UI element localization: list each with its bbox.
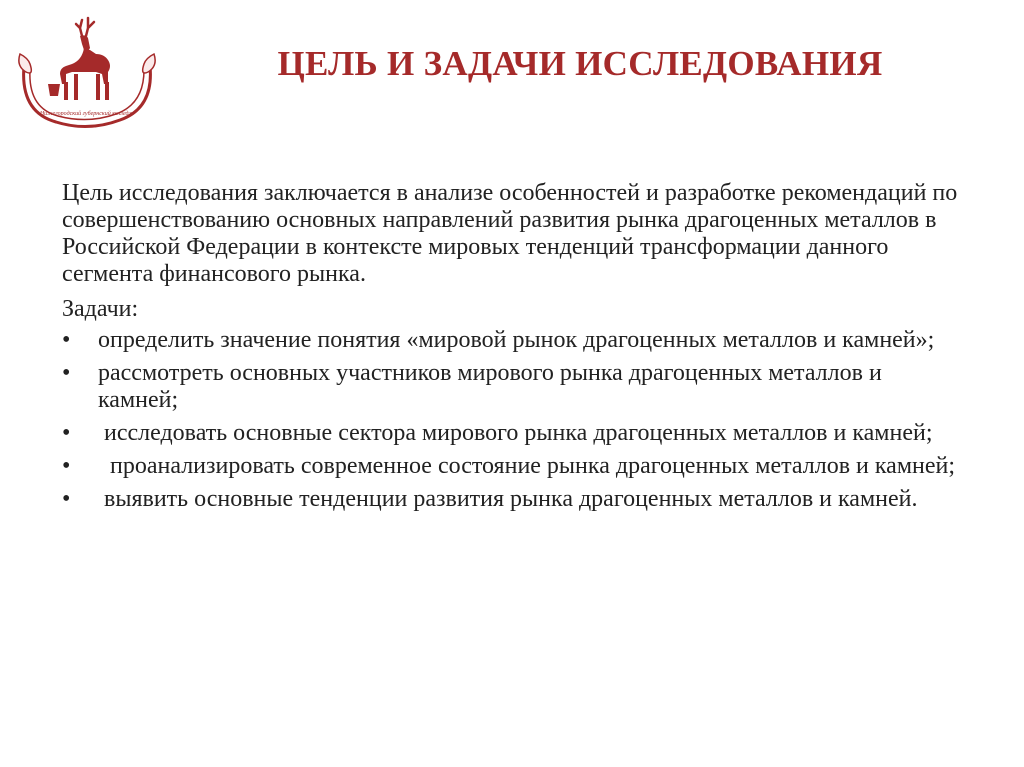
task-text: проанализировать современное состояние рынка драгоценных металлов и камней;	[98, 453, 956, 479]
research-goal-paragraph: Цель исследования заключается в анализе особенностей и разработке рекомендаций по совершенствованию основных направлений развития рынка драгоценных металлов в Российской Федерации в контексте мировых тенденций трансформации данного сегмента финансового рынка.	[62, 180, 958, 287]
slide-content	[62, 180, 962, 519]
list-item	[62, 420, 962, 447]
college-logo	[16, 14, 158, 132]
list-item	[62, 327, 962, 354]
list-item	[62, 486, 962, 513]
bullet-icon: •	[62, 453, 71, 479]
page-title: ЦЕЛЬ И ЗАДАЧИ ИССЛЕДОВАНИЯ	[277, 44, 883, 83]
bullet-icon: •	[62, 420, 71, 446]
task-text: исследовать основные сектора мирового рынка драгоценных металлов и камней;	[98, 420, 933, 446]
list-item	[62, 453, 962, 480]
bullet-icon: •	[62, 327, 71, 353]
bullet-icon: •	[62, 486, 71, 512]
tasks-heading: Задачи:	[62, 296, 139, 322]
deer-emblem-icon	[16, 14, 158, 132]
tasks-list	[62, 327, 962, 513]
task-text: определить значение понятия «мировой рынок драгоценных металлов и камней»;	[98, 327, 935, 353]
bullet-icon: •	[62, 360, 71, 386]
list-item	[62, 360, 962, 414]
task-text: выявить основные тенденции развития рынка драгоценных металлов и камней.	[98, 486, 918, 512]
task-text: рассмотреть основных участников мирового рынка драгоценных металлов и камней;	[98, 360, 882, 413]
svg-text:Нижегородский губернский колле: Нижегородский губернский колледж	[39, 111, 135, 117]
